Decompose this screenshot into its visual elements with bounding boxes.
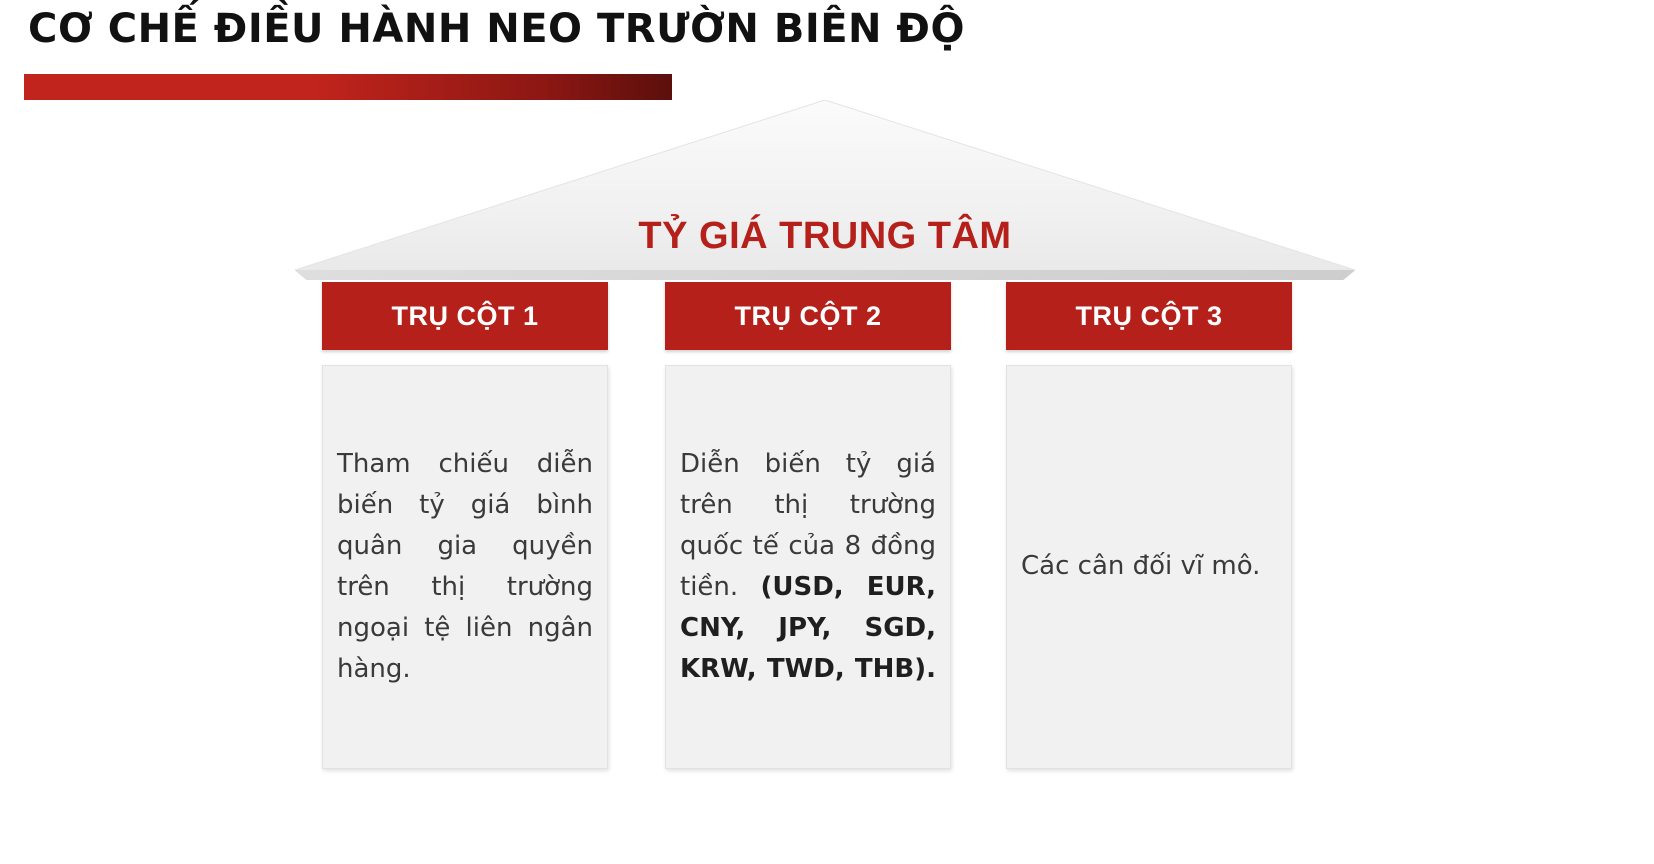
pillar-3-text-plain: Các cân đối vĩ mô. bbox=[1021, 551, 1261, 582]
pillar-2-header: TRỤ CỘT 2 bbox=[665, 282, 951, 350]
page-title: CƠ CHẾ ĐIỀU HÀNH NEO TRƯỜN BIÊN ĐỘ bbox=[28, 6, 965, 52]
pillar-3-header: TRỤ CỘT 3 bbox=[1006, 282, 1292, 350]
pillar-3 bbox=[1006, 282, 1292, 769]
roof-shape bbox=[295, 100, 1355, 280]
roof-label-text: TỶ GIÁ TRUNG TÂM bbox=[638, 215, 1012, 257]
pillar-1-header: TRỤ CỘT 1 bbox=[322, 282, 608, 350]
pillar-1 bbox=[322, 282, 608, 769]
pillar-1-text bbox=[323, 444, 607, 690]
pillar-3-body bbox=[1006, 365, 1292, 769]
pillar-3-text bbox=[1007, 546, 1291, 587]
pillar-2-text-plain: Diễn biến tỷ giá trên thị trường quốc tế của 8 đồng tiền. bbox=[680, 448, 936, 602]
pillar-2-text bbox=[666, 444, 950, 690]
pillar-2-text-bold: (USD, EUR, CNY, JPY, SGD, KRW, TWD, THB). bbox=[680, 572, 936, 685]
pillar-1-text-plain: Tham chiếu diễn biến tỷ giá bình quân gia quyền trên thị trường ngoại tệ liên ngân hàng. bbox=[337, 448, 593, 685]
pillar-2-body bbox=[665, 365, 951, 769]
title-underline-bar bbox=[24, 74, 672, 100]
roof-triangle-svg bbox=[295, 100, 1355, 280]
pillar-2 bbox=[665, 282, 951, 769]
pillar-1-body bbox=[322, 365, 608, 769]
